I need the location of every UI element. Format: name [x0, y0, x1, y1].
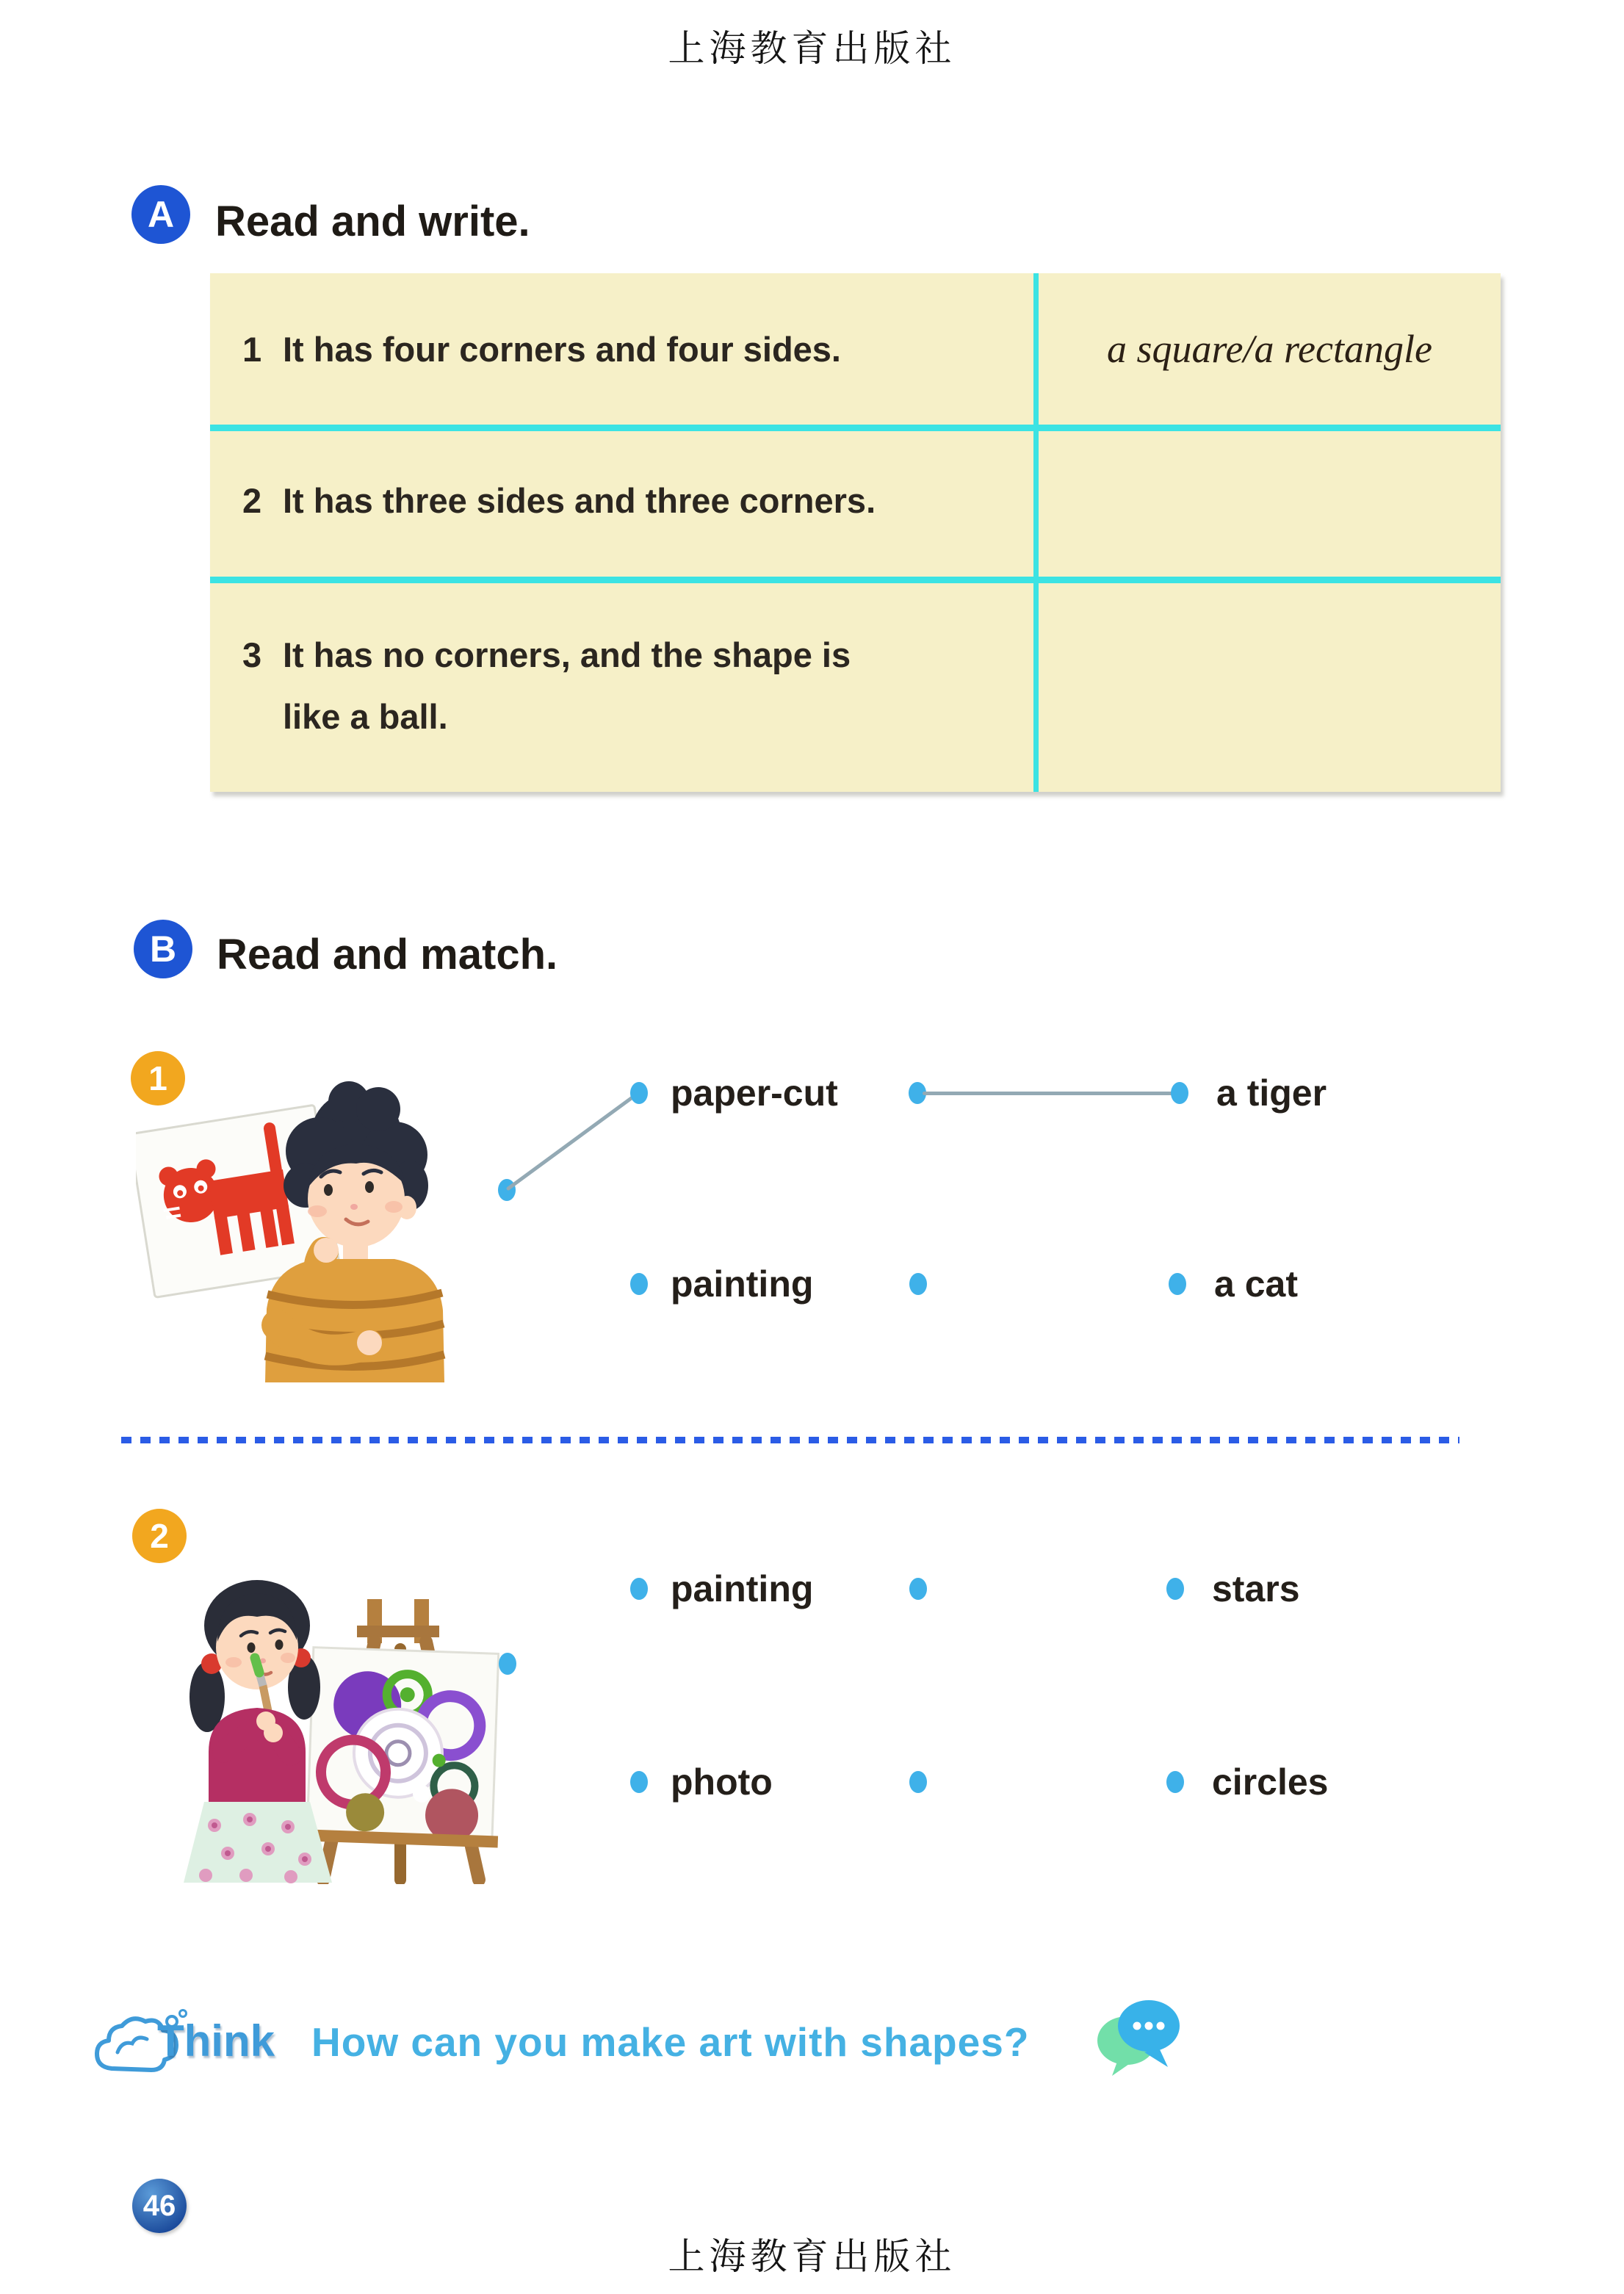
- match-word-paper-cut: paper-cut: [671, 1072, 838, 1114]
- dashed-separator: [121, 1437, 1459, 1443]
- match-dot[interactable]: [909, 1771, 927, 1793]
- table-row-3-answer[interactable]: [1039, 618, 1501, 765]
- table-row-1-answer[interactable]: a square/a rectangle: [1107, 327, 1432, 371]
- table-row-3-clue: [242, 632, 851, 740]
- clue-text: It has four corners and four sides.: [283, 330, 841, 369]
- match-dot-image-2[interactable]: [499, 1653, 516, 1675]
- match-dot[interactable]: [1166, 1578, 1184, 1600]
- table-row-2-answer[interactable]: [1039, 450, 1501, 560]
- section-a-title: Read and write.: [215, 198, 530, 245]
- match-word-a-tiger: a tiger: [1216, 1072, 1327, 1114]
- clue-text-line2: like a ball.: [283, 697, 448, 736]
- match-dot[interactable]: [630, 1771, 648, 1793]
- match-word-stars: stars: [1212, 1568, 1300, 1609]
- match-dot[interactable]: [630, 1273, 648, 1295]
- match-dot[interactable]: [630, 1578, 648, 1600]
- match-dot[interactable]: [1171, 1082, 1188, 1104]
- row-number: 2: [242, 481, 262, 520]
- table-row-divider-2: [210, 577, 1501, 583]
- match-word-painting-2: painting: [671, 1568, 814, 1609]
- table-row-1-clue: [242, 327, 841, 372]
- match-dot[interactable]: [1169, 1273, 1186, 1295]
- think-label: Think: [157, 2016, 275, 2066]
- exercise-2-badge: 2: [132, 1509, 187, 1563]
- row-number: 3: [242, 635, 262, 674]
- section-b-title: Read and match.: [217, 931, 558, 978]
- page-number-badge: 46: [132, 2179, 187, 2233]
- read-write-table: [210, 273, 1501, 792]
- canvas: [301, 1647, 499, 1847]
- match-dot[interactable]: [909, 1273, 927, 1295]
- match-dot[interactable]: [1166, 1771, 1184, 1793]
- match-word-painting: painting: [671, 1263, 814, 1305]
- match-word-circles: circles: [1212, 1761, 1329, 1803]
- girl-painting-at-easel-illustration: [147, 1532, 499, 1884]
- match-word-a-cat: a cat: [1214, 1263, 1298, 1305]
- match-word-photo: photo: [671, 1761, 773, 1803]
- row-number: 1: [242, 330, 262, 369]
- clue-text: It has three sides and three corners.: [283, 481, 876, 520]
- header-watermark: 上海教育出版社: [668, 28, 956, 69]
- footer-watermark: 上海教育出版社: [668, 2236, 956, 2277]
- match-dot[interactable]: [909, 1578, 927, 1600]
- table-vertical-divider: [1033, 273, 1039, 792]
- section-b-badge: B: [134, 920, 192, 978]
- clue-text-line1: It has no corners, and the shape is: [283, 635, 851, 674]
- match-line-image-to-paper-cut: [506, 1091, 640, 1191]
- match-line-paper-cut-to-a-tiger: [923, 1092, 1174, 1095]
- section-a-badge: A: [131, 185, 190, 244]
- match-dot[interactable]: [630, 1082, 648, 1104]
- chat-bubbles-icon: [1096, 1992, 1180, 2077]
- table-row-2-clue: [242, 478, 876, 524]
- table-row-divider-1: [210, 425, 1501, 431]
- exercise-1-badge: 1: [131, 1051, 185, 1105]
- boy-with-paper-cut-illustration: [136, 1067, 459, 1382]
- think-question: How can you make art with shapes?: [311, 2019, 1030, 2065]
